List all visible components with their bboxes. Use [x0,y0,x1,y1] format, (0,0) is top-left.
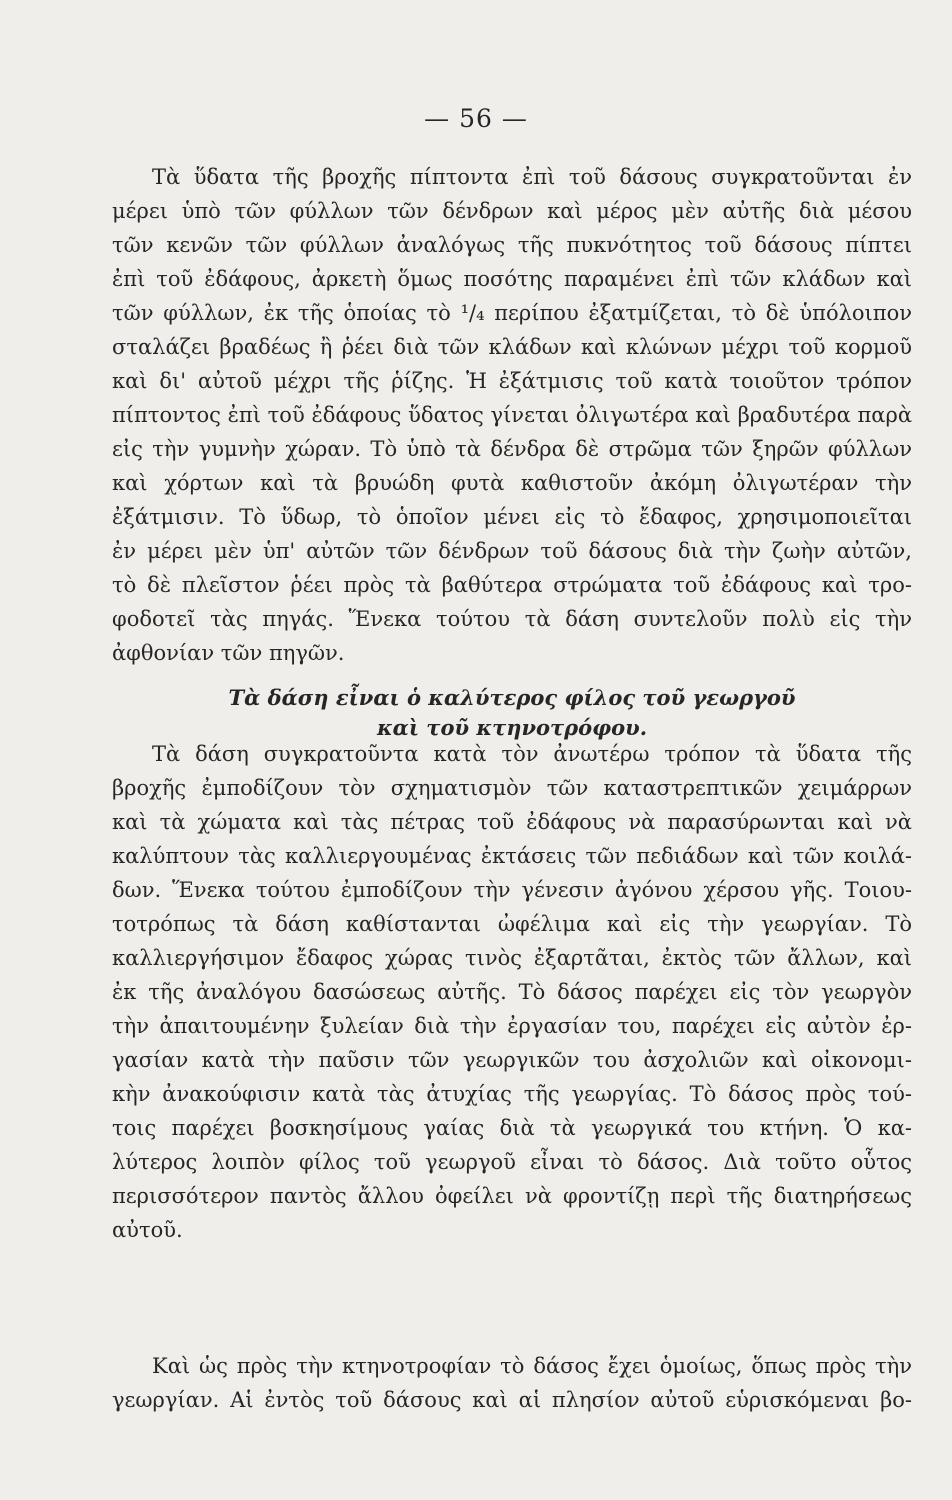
text-line: εἰς τὴν γυμνὴν χώραν. Τὸ ὑπὸ τὰ δένδρα δὲ στρῶμα τῶν ξηρῶν φύλλων [112,437,912,461]
text-line: ἐν μέρει μὲν ὑπ' αὐτῶν τῶν δένδρων τοῦ δάσους διὰ τὴν ζωὴν αὐτῶν, [112,539,912,563]
text-line: σταλάζει βραδέως ἢ ῥέει διὰ τῶν κλάδων καὶ κλώνων μέχρι τοῦ κορμοῦ [112,335,912,359]
text-line: Καὶ ὡς πρὸς τὴν κτηνοτροφίαν τὸ δάσος ἔχει ὁμοίως, ὅπως πρὸς τὴν [152,1354,912,1378]
text-line: τοτρόπως τὰ δάση καθίστανται ὠφέλιμα καὶ εἰς τὴν γεωργίαν. Τὸ [112,912,912,936]
text-line: κὴν ἀνακούφισιν κατὰ τὰς ἀτυχίας τῆς γεωργίας. Τὸ δάσος πρὸς τού- [112,1082,912,1106]
text-line: καὶ δι' αὐτοῦ μέχρι τῆς ῥίζης. Ἡ ἐξάτμισις τοῦ κατὰ τοιοῦτον τρόπον [112,369,912,393]
text-line: Τὰ ὕδατα τῆς βροχῆς πίπτοντα ἐπὶ τοῦ δάσους συγκρατοῦνται ἐν [152,165,912,189]
text-line: μέρει ὑπὸ τῶν φύλλων τῶν δένδρων καὶ μέρος μὲν αὐτῆς διὰ μέσου [112,199,912,223]
text-line: γασίαν κατὰ τὴν παῦσιν τῶν γεωργικῶν του ἀσχολιῶν καὶ οἰκονομι- [112,1048,912,1072]
text-line: τῶν κενῶν τῶν φύλλων ἀναλόγως τῆς πυκνότητος τοῦ δάσους πίπτει [112,233,912,257]
text-line: λύτερος λοιπὸν φίλος τοῦ γεωργοῦ εἶναι τὸ δάσος. Διὰ τοῦτο οὗτος [112,1150,912,1174]
text-line: καὶ τὰ χώματα καὶ τὰς πέτρας τοῦ ἐδάφους νὰ παρασύρωνται καὶ νὰ [112,810,912,834]
paragraph-2 [112,737,912,1247]
text-line: γεωργίαν. Αἱ ἐντὸς τοῦ δάσους καὶ αἱ πλησίον αὐτοῦ εὑρισκόμεναι βο- [112,1388,912,1412]
text-line: πίπτοντος ἐπὶ τοῦ ἐδάφους ὕδατος γίνεται ὀλιγωτέρα καὶ βραδυτέρα παρὰ [112,403,912,427]
paragraph-1 [112,160,912,670]
text-line: περισσότερον παντὸς ἄλλου ὀφείλει νὰ φροντίζῃ περὶ τῆς διατηρήσεως [112,1184,912,1208]
text-line: ἐπὶ τοῦ ἐδάφους, ἀρκετὴ ὅμως ποσότης παραμένει ἐπὶ τῶν κλάδων καὶ [112,267,912,291]
heading-line-1: Τὰ δάση εἶναι ὁ καλύτερος φίλος τοῦ γεωργοῦ [228,685,796,710]
text-line: φοδοτεῖ τὰς πηγάς. Ἕνεκα τούτου τὰ δάση συντελοῦν πολὺ εἰς τὴν [112,607,912,631]
text-line: δων. Ἕνεκα τούτου ἐμποδίζουν τὴν γένεσιν ἀγόνου χέρσου γῆς. Τοιου- [112,878,912,902]
page-number: — 56 — [424,104,528,133]
text-line: καὶ χόρτων καὶ τὰ βρυώδη φυτὰ καθιστοῦν ἀκόμη ὀλιγωτέραν τὴν [112,471,912,495]
text-line: τοις παρέχει βοσκησίμους γαίας διὰ τὰ γεωργικά του κτήνη. Ὁ κα- [112,1116,912,1140]
text-line: αὐτοῦ. [112,1218,183,1242]
heading-line-2: καὶ τοῦ κτηνοτρόφου. [376,715,648,740]
text-line: τὴν ἀπαιτουμένην ξυλείαν διὰ τὴν ἐργασίαν του, παρέχει εἰς αὐτὸν ἐρ- [112,1014,912,1038]
text-line: τὸ δὲ πλεῖστον ῥέει πρὸς τὰ βαθύτερα στρώματα τοῦ ἐδάφους καὶ τρο- [112,573,912,597]
text-line: ἐξάτμισιν. Τὸ ὕδωρ, τὸ ὁποῖον μένει εἰς τὸ ἔδαφος, χρησιμοποιεῖται [112,505,912,529]
paragraph-3 [112,1349,912,1417]
text-line: καλύπτουν τὰς καλλιεργουμένας ἐκτάσεις τῶν πεδιάδων καὶ τῶν κοιλά- [112,844,912,868]
text-line: βροχῆς ἐμποδίζουν τὸν σχηματισμὸν τῶν καταστρεπτικῶν χειμάρρων [112,776,912,800]
section-heading [112,683,912,743]
text-line: Τὰ δάση συγκρατοῦντα κατὰ τὸν ἀνωτέρω τρόπον τὰ ὕδατα τῆς [152,742,912,766]
text-line: τῶν φύλλων, ἐκ τῆς ὁποίας τὸ ¹/₄ περίπου ἐξατμίζεται, τὸ δὲ ὑπόλοιπον [112,301,912,325]
text-line: καλλιεργήσιμον ἔδαφος χώρας τινὸς ἐξαρτᾶται, ἐκτὸς τῶν ἄλλων, καὶ [112,946,912,970]
text-line: ἐκ τῆς ἀναλόγου δασώσεως αὐτῆς. Τὸ δάσος παρέχει εἰς τὸν γεωργὸν [112,980,912,1004]
text-line: ἀφθονίαν τῶν πηγῶν. [112,641,345,665]
